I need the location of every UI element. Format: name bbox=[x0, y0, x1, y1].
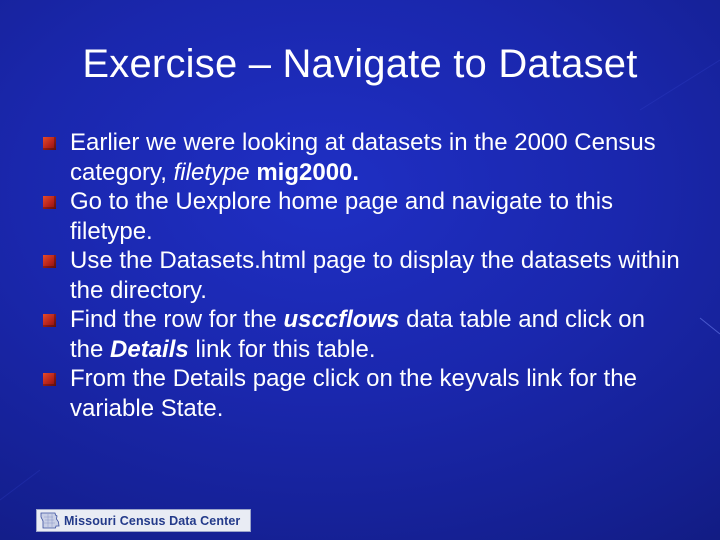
bullet-item bbox=[42, 246, 682, 305]
bullet-item bbox=[42, 364, 682, 423]
bullet-text bbox=[70, 129, 656, 186]
bullet-square-icon bbox=[43, 255, 56, 268]
bullet-item bbox=[42, 187, 682, 246]
bullet-text-segment: From the Details page click on the keyvals link for the variable State. bbox=[70, 365, 637, 422]
bullet-square-icon bbox=[43, 137, 56, 150]
bullet-square-icon bbox=[43, 196, 56, 209]
bullet-text bbox=[70, 188, 613, 245]
bullet-text bbox=[70, 247, 680, 304]
bullet-text-segment: Details bbox=[110, 335, 189, 363]
bullet-square-icon bbox=[43, 373, 56, 386]
bullet-text-segment: Use the Datasets.html page to display the datasets within the directory. bbox=[70, 247, 680, 304]
bullet-text-segment: Earlier we were looking at datasets in the 2000 Census category, bbox=[70, 129, 656, 186]
bullet-text-segment: Go to the Uexplore home page and navigate to this filetype. bbox=[70, 188, 614, 245]
bullet-text-segment: Find the row for the bbox=[70, 306, 284, 333]
missouri-map-icon bbox=[39, 511, 61, 530]
bullet-item bbox=[42, 128, 682, 187]
bullet-square-icon bbox=[43, 314, 56, 327]
bullet-text-segment: link for this table. bbox=[188, 335, 376, 363]
bullet-item bbox=[42, 305, 682, 364]
bullet-list bbox=[42, 128, 682, 423]
bullet-text bbox=[70, 365, 637, 422]
bullet-text bbox=[70, 306, 645, 363]
bullet-text-segment: mig2000. bbox=[256, 158, 360, 186]
bullet-text-segment: filetype bbox=[173, 158, 250, 186]
slide-title: Exercise – Navigate to Dataset bbox=[82, 42, 638, 86]
bullet-text-segment: usccflows bbox=[283, 306, 400, 333]
logo-text: Missouri Census Data Center bbox=[64, 513, 241, 528]
missouri-census-data-center-logo bbox=[36, 509, 251, 532]
bullet-text-segment: data table and click on the bbox=[70, 306, 645, 363]
